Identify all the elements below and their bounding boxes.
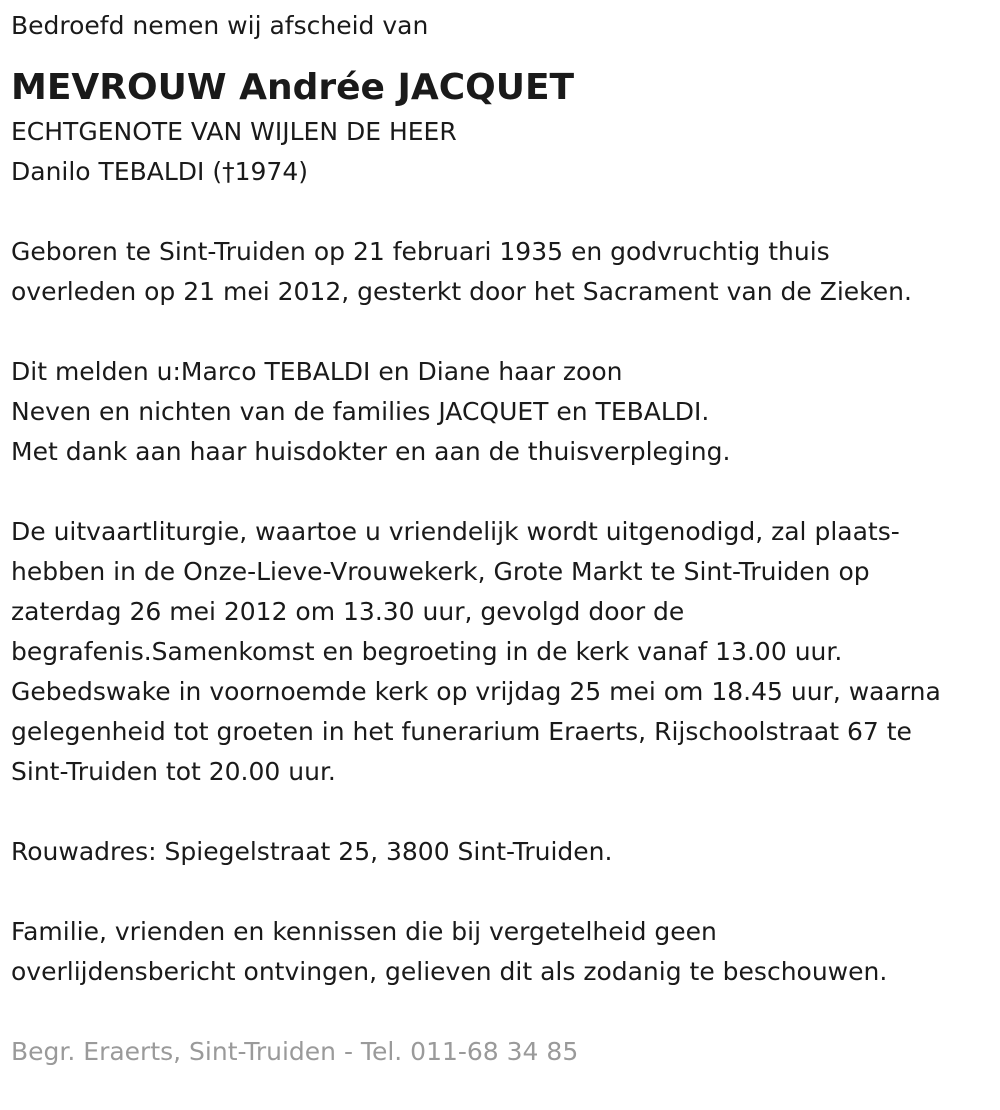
birth-death-paragraph (11, 232, 1000, 312)
paragraph-line: zaterdag 26 mei 2012 om 13.30 uur, gevolgd door de (11, 597, 685, 626)
spacer (11, 792, 1000, 832)
deceased-name: MEVROUW Andrée JACQUET (11, 67, 575, 108)
funeral-home-footer: Begr. Eraerts, Sint-Truiden - Tel. 011-68 34 85 (11, 1037, 579, 1066)
intro-text: Bedroefd nemen wij afscheid van (11, 11, 429, 40)
paragraph-line: begrafenis.Samenkomst en begroeting in de kerk vanaf 13.00 uur. (11, 637, 843, 666)
family-paragraph (11, 352, 1000, 472)
funeral-paragraph (11, 512, 1000, 792)
paragraph-line: Familie, vrienden en kennissen die bij vergetelheid geen (11, 917, 717, 946)
paragraph-line: De uitvaartliturgie, waartoe u vriendelijk wordt uitgenodigd, zal plaats- (11, 517, 900, 546)
paragraph-line: overleden op 21 mei 2012, gesterkt door het Sacrament van de Zieken. (11, 277, 912, 306)
paragraph-line: overlijdensbericht ontvingen, gelieven dit als zodanig te beschouwen. (11, 957, 888, 986)
spacer (11, 192, 1000, 232)
spacer (11, 992, 1000, 1032)
paragraph-line: Sint-Truiden tot 20.00 uur. (11, 757, 336, 786)
closing-paragraph (11, 912, 1000, 992)
paragraph-line: Met dank aan haar huisdokter en aan de thuisverpleging. (11, 437, 731, 466)
paragraph-line: hebben in de Onze-Lieve-Vrouwekerk, Grote Markt te Sint-Truiden op (11, 557, 870, 586)
spouse-title: ECHTGENOTE VAN WIJLEN DE HEER (11, 117, 457, 146)
mourning-address: Rouwadres: Spiegelstraat 25, 3800 Sint-Truiden. (11, 837, 613, 866)
paragraph-line: Dit melden u:Marco TEBALDI en Diane haar zoon (11, 357, 623, 386)
paragraph-line: Gebedswake in voornoemde kerk op vrijdag 25 mei om 18.45 uur, waarna (11, 677, 941, 706)
spacer (11, 472, 1000, 512)
paragraph-line: gelegenheid tot groeten in het funerarium Eraerts, Rijschoolstraat 67 te (11, 717, 912, 746)
spacer (11, 872, 1000, 912)
spouse-name: Danilo TEBALDI (†1974) (11, 157, 308, 186)
spacer (11, 312, 1000, 352)
paragraph-line: Geboren te Sint-Truiden op 21 februari 1935 en godvruchtig thuis (11, 237, 830, 266)
paragraph-line: Neven en nichten van de families JACQUET en TEBALDI. (11, 397, 710, 426)
